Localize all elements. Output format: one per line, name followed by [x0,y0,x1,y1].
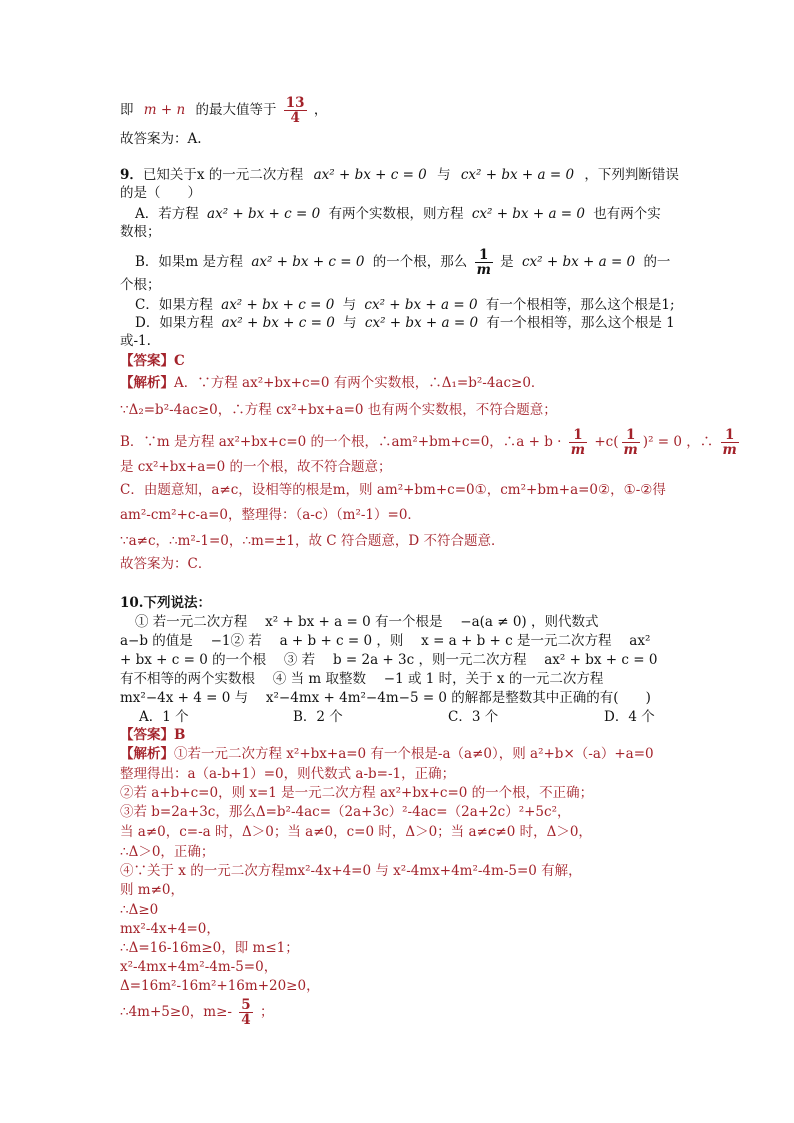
q9-option-b [135,248,670,277]
text: 10.下列说法： [120,595,211,611]
text: 的一个根，那么 [372,254,468,270]
q10-analysis-s2: 整理得出：a（a-b+1）=0，则代数式 a-b=-1，正确； [120,766,456,782]
text: 有一个根相等，那么这个根是 1 [486,315,675,331]
text: A．∵方程 ax²+bx+c=0 有两个实数根，∴Δ₁=b²-4ac≥0． [174,375,545,391]
text: +c( [594,434,619,450]
q9-option-a [135,205,661,223]
equation: ax² + bx + c = 0 [313,167,427,183]
text: 有一个根相等，那么这个根是1; [485,297,675,313]
fraction: $\frac{1}{m}$ [722,427,737,458]
q9-stem-line1 [120,166,679,184]
q10-answer: 【答案】B [120,727,186,743]
text: ①若一元二次方程 x²+bx+a=0 有一个根是-a（a≠0），则 a²+b×（-a）+a=0 [174,746,654,762]
equation: cx² + bx + a = 0 [460,167,575,183]
q9-analysis-a6: am²-cm²+c-a=0，整理得：（a-c）（m²-1）=0． [120,507,421,523]
text: 是 [500,254,514,270]
text: ∴4m+5≥0，m≥- [120,1004,232,1020]
equation: cx² + bx + a = 0 [521,254,636,270]
text: 有两个实数根，则方程 [328,206,464,222]
equation: ax² + bx + c = 0 [221,297,335,313]
text: 已知关于x 的一元二次方程 [142,167,304,183]
q10-analysis-s14 [120,998,273,1027]
analysis-label: 【解析】 [120,375,174,391]
q9-analysis-a7: ∵a≠c，∴m²-1=0，∴m=±1，故 C 符合题意，D 不符合题意． [120,533,505,549]
fraction: $\frac{1}{m}$ [476,247,491,278]
text: ， [313,102,328,118]
equation: ax² + bx + c = 0 [221,315,335,331]
q10-stem-line4: + bx + c = 0 的一个根 ③ 若 b = 2a + 3c ，则一元二次方程 ax² + bx + c = 0 [120,652,658,668]
q9-answer: 【答案】C [120,353,185,369]
q10-analysis-s12: x²-4mx+4m²-4m-5=0， [120,959,278,975]
q9-stem-line2: 的是（ ） [120,185,201,201]
q9-analysis-a3 [120,428,742,457]
text: 与 [437,167,451,183]
equation: ax² + bx + c = 0 [207,206,321,222]
text: 的最大值等于 [195,102,277,118]
math-expr: m + n [143,102,186,118]
text: 与 [343,315,357,331]
q9-option-a-cont: 数根； [120,224,161,240]
text: ； [259,1004,274,1020]
q9-option-d-cont: 或-1. [120,333,151,349]
equation: ax² + bx + c = 0 [251,254,365,270]
equation: cx² + bx + a = 0 [364,297,478,313]
q10-analysis-s13: Δ=16m²-16m²+16m+20≥0， [120,978,320,994]
text: 与 [342,297,357,313]
answer-line: 故答案为：A. [120,131,202,147]
q10-analysis-s11: ∴Δ=16-16m≥0，即 m≤1； [120,940,299,956]
q9-analysis-a8: 故答案为：C． [120,556,212,572]
max-value-line [120,96,327,125]
q9-option-c [135,296,675,314]
q9-analysis-a4: 是 cx²+bx+a=0 的一个根，故不符合题意； [120,459,392,475]
q10-analysis-s6: ∴Δ＞0，正确； [120,844,215,860]
q10-analysis-s10: mx²-4x+4=0， [120,921,220,937]
q10-analysis-s1 [120,745,654,763]
q10-option-a: A．1 个 [139,709,189,725]
analysis-label: 【解析】 [120,746,174,762]
question-number: 9． [120,167,143,183]
fraction: $\frac{1}{m}$ [570,427,586,458]
text: 的一 [643,254,671,270]
q10-stem-line5: 有不相等的两个实数根 ④ 当 m 取整数 −1 或 1 时，关于 x 的一元二次方程 [120,671,604,687]
q10-option-d: D．4 个 [604,709,655,725]
fraction: $\frac{13}{4}$ [285,95,305,126]
q10-option-c: C．3 个 [448,709,499,725]
text: ，下列判断错误 [584,167,679,183]
q10-analysis-s5: 当 a≠0，c=-a 时，Δ＞0；当 a≠0，c=0 时，Δ＞0；当 a≠c≠0 时，Δ＞0， [120,824,592,840]
q10-stem-line2: ① 若一元二次方程 x² + bx + a = 0 有一个根是 −a(a ≠ 0) ，则代数式 [135,614,599,630]
q10-stem-line3: a−b 的值是 −1② 若 a + b + c = 0 ，则 x = a + b + c 是一元二次方程 ax² [120,633,651,649]
text: B．∵m 是方程 ax²+bx+c=0 的一个根，∴am²+bm+c=0，∴a + b · [120,434,562,450]
q10-analysis-s4: ③若 b=2a+3c，那么Δ=b²-4ac=（2a+3c）²-4ac=（2a+2c）²+5c²， [120,804,571,820]
q10-stem-line1 [120,594,211,612]
q10-stem-line6: mx²−4x + 4 = 0 与 x²−4mx + 4m²−4m−5 = 0 的解都是整数其中正确的有( ) [120,690,651,706]
text: A．若方程 [135,206,199,222]
fraction: $\frac{1}{m}$ [623,427,638,458]
text: )² = 0 ，∴ [642,434,714,450]
text: 即 [120,102,134,118]
q10-option-b: B．2 个 [293,709,343,725]
q9-option-b-cont: 个根； [120,277,161,293]
fraction: $\frac{5}{4}$ [241,997,251,1028]
q9-analysis-a1 [120,374,544,392]
q10-analysis-s7: ④∵关于 x 的一元二次方程mx²-4x+4=0 与 x²-4mx+4m²-4m-5=0 有解， [120,863,582,879]
q10-analysis-s3: ②若 a+b+c=0，则 x=1 是一元二次方程 ax²+bx+c=0 的一个根，不正确； [120,785,594,801]
q9-option-d [135,314,675,332]
q9-analysis-a5: C．由题意知，a≠c，设相等的根是m，则 am²+bm+c=0①，cm²+bm+a=0②，①-②得 [120,482,666,498]
text: 也有两个实 [593,206,661,222]
q9-analysis-a2: ∵Δ₂=b²-4ac≥0，∴方程 cx²+bx+a=0 也有两个实数根，不符合题意； [120,402,557,418]
q10-analysis-s9: ∴Δ≥0 [120,902,159,918]
text: B．如果m 是方程 [135,254,244,270]
equation: cx² + bx + a = 0 [471,206,585,222]
text: C．如果方程 [135,297,213,313]
equation: cx² + bx + a = 0 [364,315,479,331]
q10-analysis-s8: 则 m≠0， [120,882,184,898]
text: D．如果方程 [135,315,214,331]
